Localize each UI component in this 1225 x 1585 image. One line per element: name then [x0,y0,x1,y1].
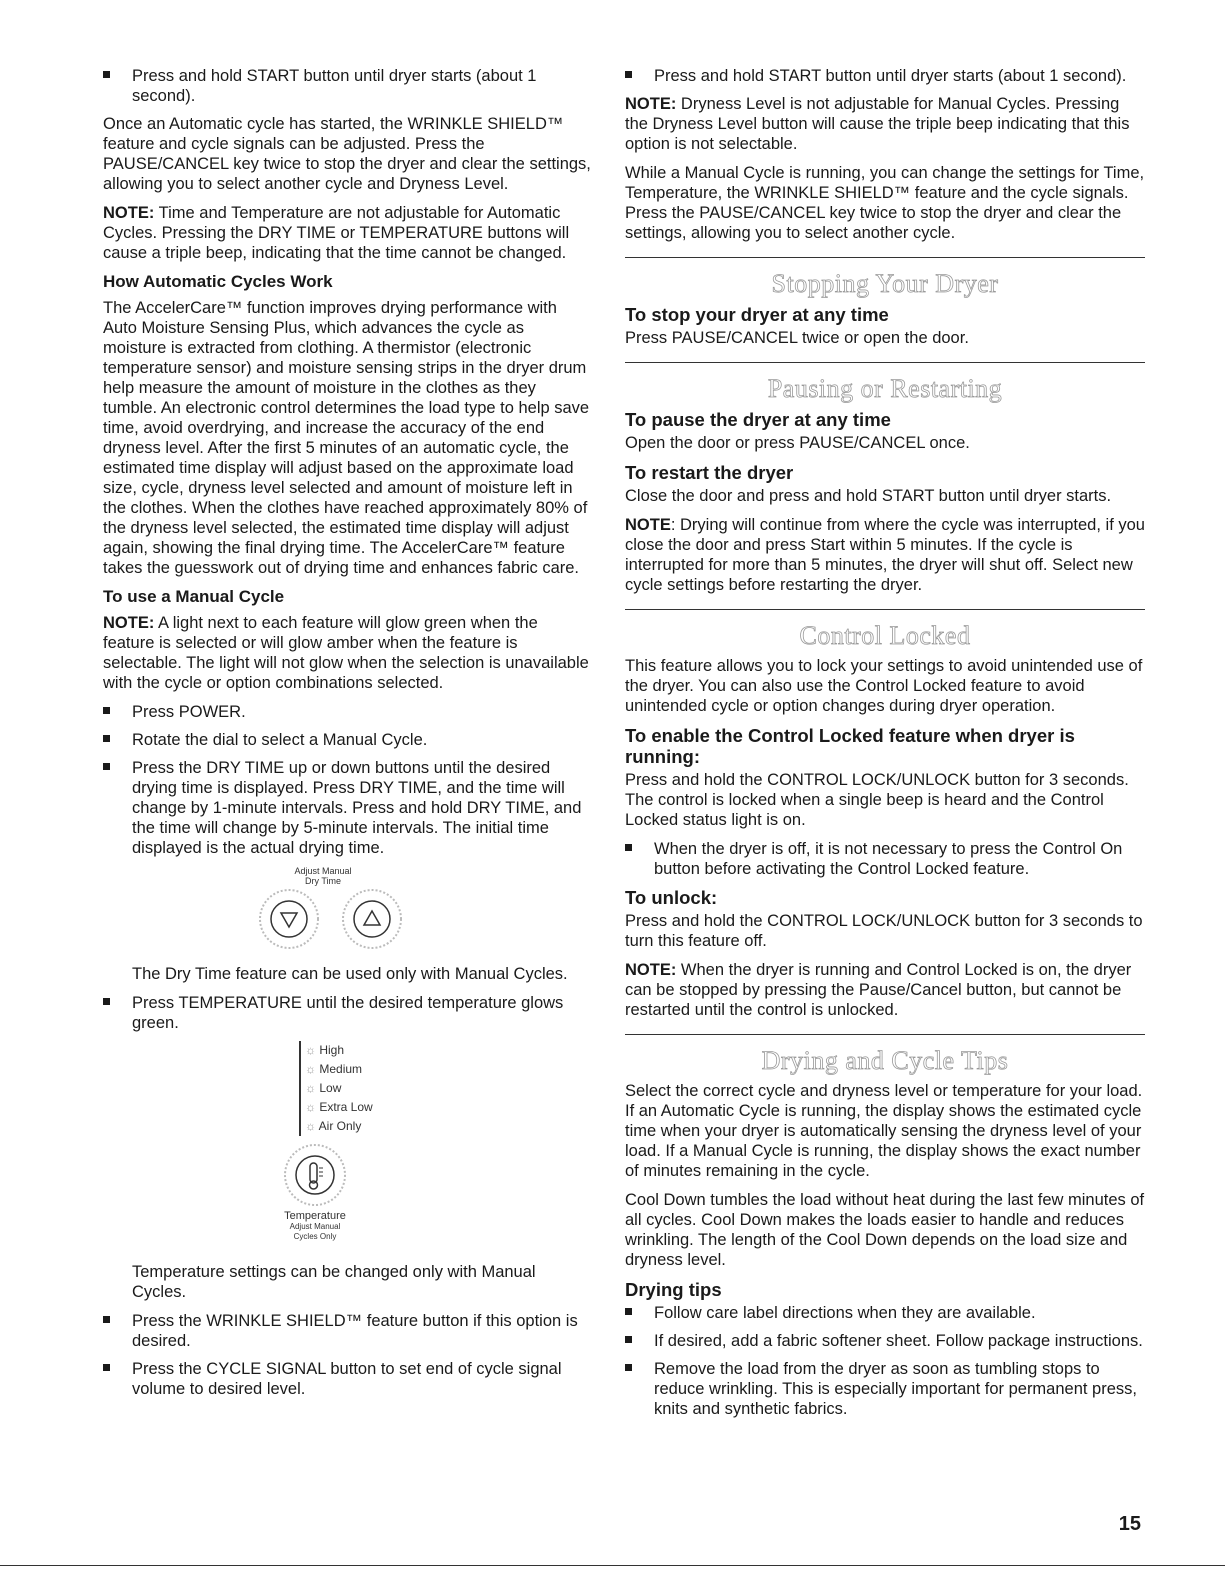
section-title-tips: Drying and Cycle Tips [761,1046,1009,1075]
paragraph: The Dry Time feature can be used only with Manual Cycles. [132,965,568,983]
list-item: Press TEMPERATURE until the desired temperature glows green. [103,993,591,1033]
note-label: NOTE [625,516,671,534]
note-text: A light next to each feature will glow green when the feature is selected or will glow amber when the feature is selectable. The light will not glow when the selection is unavailable with the cycle or option combinations selected. [103,614,589,692]
right-column [625,66,1145,1427]
bullet-icon [103,707,110,714]
heading-drying-tips: Drying tips [625,1279,722,1300]
temperature-button-icon [283,1143,347,1207]
paragraph: Open the door or press PAUSE/CANCEL once. [625,434,970,452]
list-item: Press and hold START button until dryer starts (about 1 second). [103,66,591,106]
dry-time-buttons [258,888,408,950]
section-divider [625,362,1145,363]
light-icon: ☼ [305,1100,316,1114]
dry-time-up-icon [343,890,401,948]
section-title-control-locked: Control Locked [799,621,971,650]
note-text: When the dryer is running and Control Locked is on, the dryer can be stopped by pressing the Pause/Cancel button, but cannot be restarted until the control is unlocked. [625,961,1132,1019]
paragraph: While a Manual Cycle is running, you can change the settings for Time, Temperature, the WRINKLE SHIELD™ feature and the cycle signals. Press the PAUSE/CANCEL key twice to stop the dryer and clear the settings, allowing you to select another cycle. [625,164,1145,242]
bullet-icon [625,844,632,851]
paragraph: The AccelerCare™ function improves drying performance with Auto Moisture Sensing Plus, which advances the cycle as moisture is extracted from clothing. A thermistor (electronic temperature sensor) and moisture sensing strips in the dryer drum help measure the amount of moisture in the clothes as they tumble. An electronic control determines the load type to help save time, avoid overdrying, and increase the accuracy of the end dryness level. After the first 5 minutes of an automatic cycle, the estimated time display will adjust based on the approximate load size, cycle, dryness level selected and amount of moisture left in the clothes. When the clothes have reached approximately 80% of the dryness level selected, the estimated time display will adjust again, showing the final drying time. The AccelerCare™ feature takes the guesswork out of drying time and enhances fabric care. [103,299,590,577]
paragraph: Press PAUSE/CANCEL twice or open the door. [625,329,969,347]
heading-enable-lock: To enable the Control Locked feature when dryer is running: [625,725,1075,767]
list-item: Rotate the dial to select a Manual Cycle. [103,730,591,750]
bottom-rule [0,1565,1225,1566]
paragraph: Close the door and press and hold START button until dryer starts. [625,487,1112,505]
bullet-icon [625,1336,632,1343]
left-column [103,66,591,1407]
note [625,515,1145,595]
temp-option-low: ☼ Low [305,1081,342,1095]
list-item: When the dryer is off, it is not necessary to press the Control On button before activating the Control Locked feature. [625,839,1145,879]
light-icon: ☼ [305,1119,316,1133]
bullet-icon [103,763,110,770]
note [625,94,1145,154]
dry-time-down-icon [260,890,318,948]
paragraph: Press and hold the CONTROL LOCK/UNLOCK button for 3 seconds to turn this feature off. [625,912,1143,950]
section-title-stopping: Stopping Your Dryer [771,269,999,298]
bullet-icon [103,1316,110,1323]
temperature-figure [103,1041,591,1256]
light-icon: ☼ [305,1081,316,1095]
list-item: Press the DRY TIME up or down buttons until the desired drying time is displayed. Press DRY TIME, and the time will change by 1-minute intervals. Press and hold DRY TIME, and the time will change by 5-minute intervals. The initial time displayed is the actual drying time. [103,758,591,858]
paragraph: Press and hold the CONTROL LOCK/UNLOCK button for 3 seconds. The control is locked when a single beep is heard and the Control Locked status light is on. [625,771,1129,829]
note-label: NOTE: [625,95,677,113]
note [103,203,591,263]
note-text: Time and Temperature are not adjustable for Automatic Cycles. Pressing the DRY TIME or TEMPERATURE buttons will cause a triple beep, indicating that the time cannot be changed. [103,204,570,262]
heading-stop: To stop your dryer at any time [625,304,889,325]
list-item: Press and hold START button until dryer starts (about 1 second). [625,66,1145,86]
heading-manual-cycle: To use a Manual Cycle [103,587,285,606]
bullet-icon [103,735,110,742]
temp-option-medium: ☼ Medium [305,1062,363,1076]
note-label: NOTE: [625,961,677,979]
temp-option-air-only: ☼ Air Only [305,1119,362,1133]
note-label: NOTE: [103,614,155,632]
temperature-caption: Temperature Adjust Manual Cycles Only [284,1210,346,1241]
dry-time-caption: Adjust Manual Dry Time [294,866,352,886]
list-item: Press the WRINKLE SHIELD™ feature button if this option is desired. [103,1311,591,1351]
bullet-icon [625,1364,632,1371]
list-item: Remove the load from the dryer as soon as tumbling stops to reduce wrinkling. This is especially important for permanent press, knits and synthetic fabrics. [625,1359,1145,1419]
list-item: Follow care label directions when they are available. [625,1303,1145,1323]
heading-how-automatic: How Automatic Cycles Work [103,272,333,291]
paragraph: Once an Automatic cycle has started, the WRINKLE SHIELD™ feature and cycle signals can be adjusted. Press the PAUSE/CANCEL key twice to stop the dryer and clear the settings, allowing you to select another cycle and Dryness Level. [103,115,591,193]
bullet-icon [103,71,110,78]
note-text: : Drying will continue from where the cycle was interrupted, if you close the door and press Start within 5 minutes. If the cycle is interrupted for more than 5 minutes, the dryer will shut off. Select new cycle settings before restarting the dryer. [625,516,1145,594]
bullet-icon [625,1308,632,1315]
section-divider [625,257,1145,258]
bullet-icon [625,71,632,78]
list-item: Press the CYCLE SIGNAL button to set end of cycle signal volume to desired level. [103,1359,591,1399]
section-divider [625,609,1145,610]
temperature-options [299,1041,373,1136]
bullet-icon [103,1364,110,1371]
paragraph: Cool Down tumbles the load without heat during the last few minutes of all cycles. Cool Down makes the loads easier to handle and reduces wrinkling. The length of the Cool Down depends on the load size and dryness level. [625,1191,1145,1269]
list-item: Press POWER. [103,702,591,722]
section-divider [625,1034,1145,1035]
paragraph: Select the correct cycle and dryness level or temperature for your load. If an Automatic Cycle is running, the display shows the estimated cycle time when your dryer is automatically sensing the dryness level of your load. If a Manual Cycle is running, the display shows the exact number of minutes remaining in the cycle. [625,1082,1143,1180]
light-icon: ☼ [305,1043,316,1057]
note-label: NOTE: [103,204,155,222]
light-icon: ☼ [305,1062,316,1076]
list-item: If desired, add a fabric softener sheet. Follow package instructions. [625,1331,1145,1351]
heading-pause: To pause the dryer at any time [625,409,891,430]
paragraph: Temperature settings can be changed only with Manual Cycles. [132,1263,536,1301]
note [103,613,591,693]
temp-option-high: ☼ High [305,1043,345,1057]
note-text: Dryness Level is not adjustable for Manual Cycles. Pressing the Dryness Level button will cause the triple beep indicating that this option is not selectable. [625,95,1130,153]
heading-restart: To restart the dryer [625,462,794,483]
paragraph: This feature allows you to lock your settings to avoid unintended use of the dryer. You can also use the Control Locked feature to avoid unintended cycle or option changes during dryer operation. [625,657,1143,715]
dry-time-figure [103,866,591,956]
bullet-icon [103,998,110,1005]
temp-option-extra-low: ☼ Extra Low [305,1100,373,1114]
page-number: 15 [1118,1513,1141,1535]
section-title-pausing: Pausing or Restarting [767,374,1003,403]
heading-unlock: To unlock: [625,887,718,908]
note [625,960,1145,1020]
